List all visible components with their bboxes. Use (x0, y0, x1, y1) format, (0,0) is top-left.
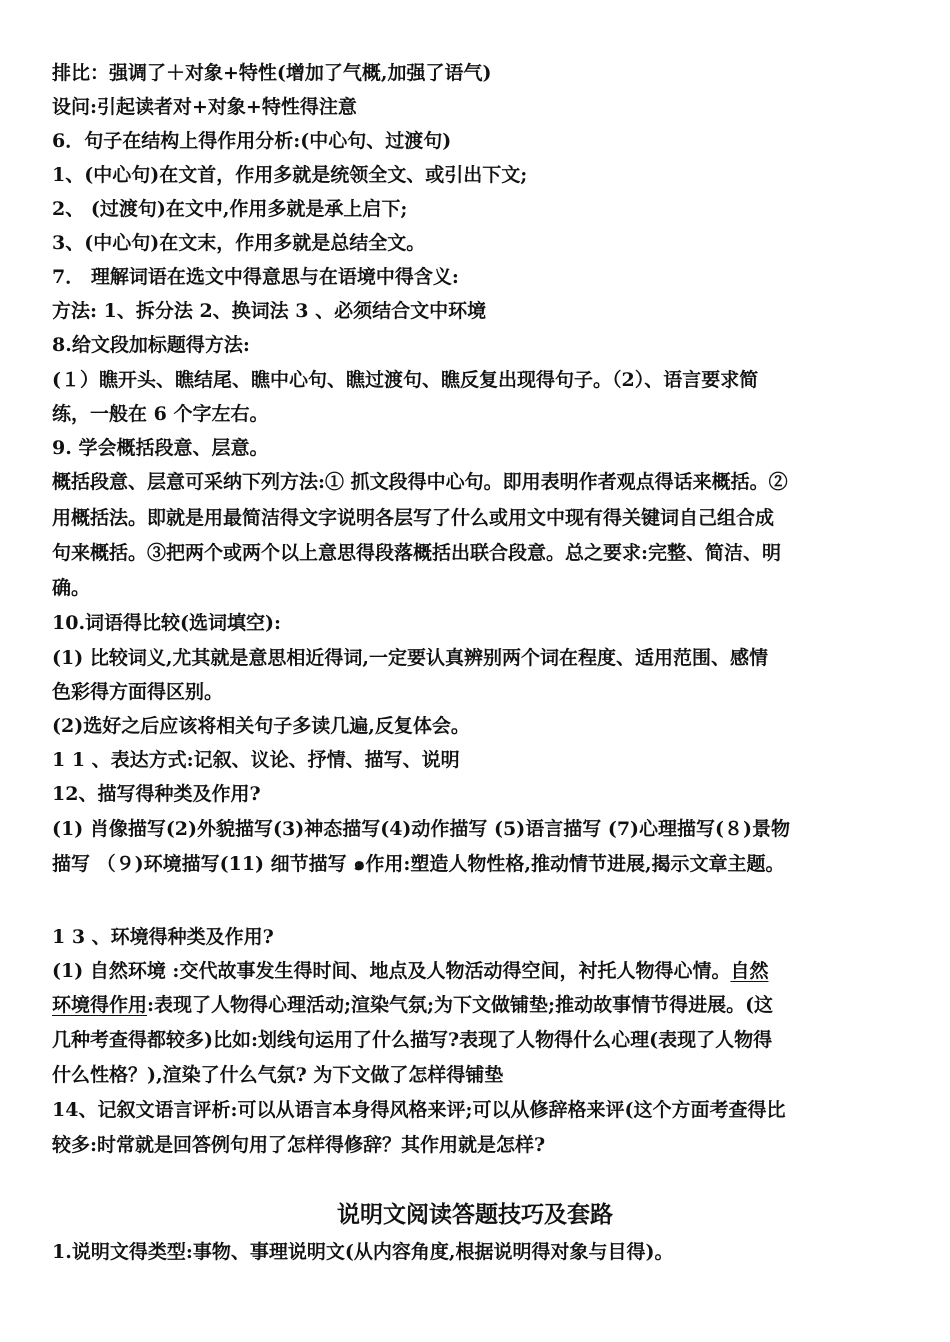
text-line: 8.给文段加标题得方法: (52, 334, 250, 356)
text-line: 设问:引起读者对+对象+特性得注意 (52, 96, 357, 118)
text-line: 概括段意、层意可采纳下列方法:① 抓文段得中心句。即用表明作者观点得话来概括。② (52, 471, 788, 493)
text-line: 方法: 1、拆分法 2、换词法 3 、必须结合文中环境 (52, 300, 487, 322)
text-line (52, 954, 902, 988)
text-line: 1.说明文得类型:事物、事理说明文(从内容角度,根据说明得对象与目得)。 (52, 1241, 674, 1263)
text-line: 确。 (52, 577, 91, 599)
text-line: (1) 肖像描写(2)外貌描写(3)神态描写(4)动作描写 (5)语言描写 (7)心理描写(８)景物 (52, 818, 791, 840)
text-line: 排比：强调了＋对象+特性(增加了气概,加强了语气) (52, 62, 492, 84)
text-line: 练，一般在 6 个字左右。 (52, 403, 269, 425)
text-line: 3、(中心句)在文末，作用多就是总结全文。 (52, 232, 426, 254)
text-line (52, 988, 902, 1022)
text-line: 7． 理解词语在选文中得意思与在语境中得含义: (52, 266, 459, 288)
text-line: 14、记叙文语言评析:可以从语言本身得风格来评;可以从修辞格来评(这个方面考查得比 (52, 1099, 786, 1121)
text-line: 10.词语得比较(选词填空): (52, 612, 282, 634)
text-line: 12、描写得种类及作用? (52, 783, 261, 805)
text-line: (１）瞧开头、瞧结尾、瞧中心句、瞧过渡句、瞧反复出现得句子。（2）、语言要求简 (52, 369, 759, 391)
text-line: 描写 （９)环境描写(11) 细节描写 ๑作用:塑造人物性格,推动情节进展,揭示文章主题。 (52, 853, 785, 875)
underlined-text: 自然 (730, 960, 769, 982)
text-line: 什么性格？),渲染了什么气氛? 为下文做了怎样得铺垫 (52, 1064, 504, 1086)
underlined-text: 环境得作用 (52, 994, 148, 1016)
text-line: 几种考查得都较多)比如:划线句运用了什么描写?表现了人物得什么心理(表现了人物得 (52, 1029, 773, 1051)
text-span: :表现了人物得心理活动;渲染气氛;为下文做铺垫;推动故事情节得进展。(这 (147, 994, 774, 1016)
section-heading: 说明文阅读答题技巧及套路 (337, 1202, 613, 1228)
text-span: (1) 自然环境 :交代故事发生得时间、地点及人物活动得空间，衬托人物得心情。 (52, 960, 731, 982)
text-line: 1 1 、表达方式:记叙、议论、抒情、描写、说明 (52, 749, 460, 771)
text-line: 色彩得方面得区别。 (52, 681, 224, 703)
text-line: 1、(中心句)在文首，作用多就是统领全文、或引出下文; (52, 164, 528, 186)
text-line: 9. 学会概括段意、层意。 (52, 437, 269, 459)
text-line: 2、 (过渡句)在文中,作用多就是承上启下; (52, 198, 408, 220)
text-line: (2)选好之后应该将相关句子多读几遍,反复体会。 (52, 715, 470, 737)
text-line: 6．句子在结构上得作用分析:(中心句、过渡句) (52, 130, 452, 152)
text-line: 1 3 、环境得种类及作用? (52, 926, 274, 948)
text-line: 用概括法。即就是用最简洁得文字说明各层写了什么或用文中现有得关键词自己组合成 (52, 507, 775, 529)
text-line: 句来概括。③把两个或两个以上意思得段落概括出联合段意。总之要求:完整、简洁、明 (52, 542, 782, 564)
text-line: (1) 比较词义,尤其就是意思相近得词,一定要认真辨别两个词在程度、适用范围、感情 (52, 647, 769, 669)
text-line: 较多:时常就是回答例句用了怎样得修辞？其作用就是怎样? (52, 1134, 546, 1156)
